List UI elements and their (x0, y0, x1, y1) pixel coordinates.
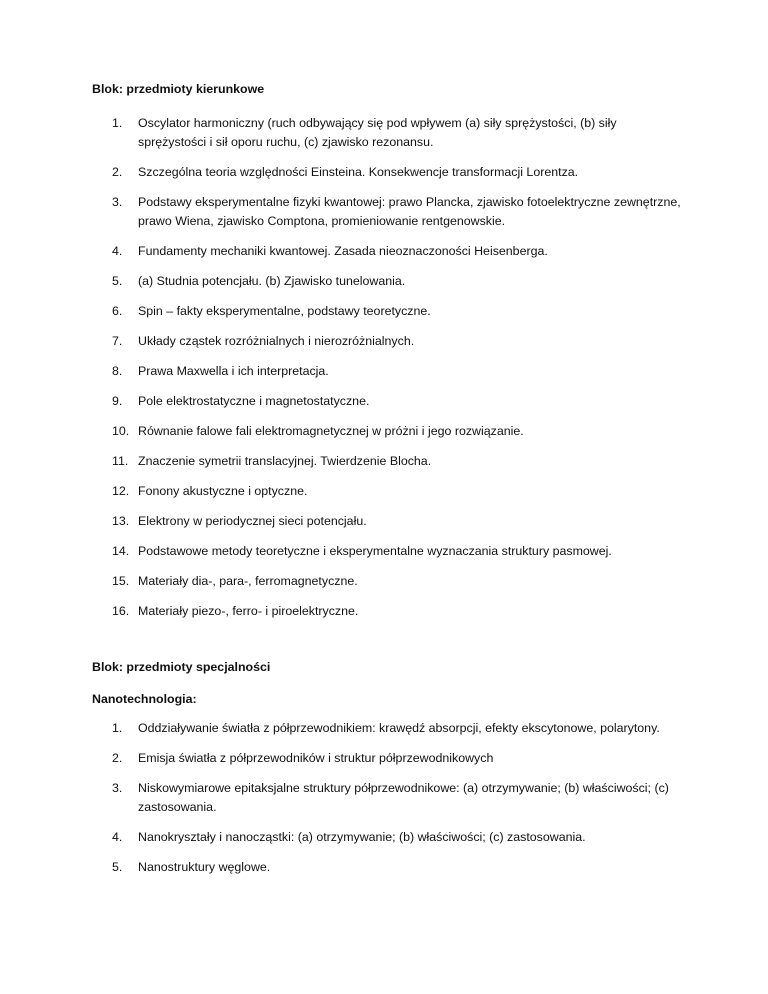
item-text: Pole elektrostatyczne i magnetostatyczne. (138, 394, 370, 408)
item-text: Oscylator harmoniczny (ruch odbywający się pod wpływem (a) siły sprężystości, (b) siły sprężystości i sił oporu ruchu, (c) zjawisko rezonansu. (138, 116, 617, 149)
list-kierunkowe (0, 114, 768, 632)
list-item (0, 302, 768, 321)
item-text: Materiały piezo-, ferro- i piroelektryczne. (138, 604, 359, 618)
list-item (0, 828, 768, 847)
section-heading-kierunkowe: Blok: przedmioty kierunkowe (92, 82, 265, 96)
item-text: Szczególna teoria względności Einsteina. Konsekwencje transformacji Lorentza. (138, 165, 579, 179)
item-text: Nanostruktury węglowe. (138, 860, 271, 874)
list-item (0, 542, 768, 561)
item-number: 15. (112, 574, 130, 588)
item-number: 13. (112, 514, 130, 528)
item-text: Fonony akustyczne i optyczne. (138, 484, 308, 498)
item-text: Znaczenie symetrii translacyjnej. Twierdzenie Blocha. (138, 454, 432, 468)
subheading-nanotechnologia: Nanotechnologia: (92, 692, 197, 706)
item-number: 9. (112, 394, 123, 408)
list-item (0, 242, 768, 261)
item-number: 2. (112, 751, 123, 765)
list-item (0, 272, 768, 291)
item-text: Podstawowe metody teoretyczne i eksperymentalne wyznaczania struktury pasmowej. (138, 544, 612, 558)
item-text: Niskowymiarowe epitaksjalne struktury półprzewodnikowe: (a) otrzymywanie; (b) właściwości; (c) zastosowania. (138, 781, 669, 814)
list-item (0, 572, 768, 591)
item-number: 6. (112, 304, 123, 318)
item-text: Spin – fakty eksperymentalne, podstawy teoretyczne. (138, 304, 431, 318)
list-item (0, 512, 768, 531)
item-number: 7. (112, 334, 123, 348)
list-item (0, 858, 768, 877)
item-text: Prawa Maxwella i ich interpretacja. (138, 364, 329, 378)
item-number: 3. (112, 195, 123, 209)
item-number: 4. (112, 830, 123, 844)
item-number: 16. (112, 604, 130, 618)
list-item (0, 452, 768, 471)
item-text: Materiały dia-, para-, ferromagnetyczne. (138, 574, 358, 588)
list-item (0, 332, 768, 351)
item-text: Podstawy eksperymentalne fizyki kwantowej: prawo Plancka, zjawisko fotoelektryczne zewnętrzne, prawo Wiena, zjawisko Comptona, promieniowanie rentgenowskie. (138, 195, 681, 228)
list-item (0, 602, 768, 621)
section-heading-specjalnosci: Blok: przedmioty specjalności (92, 660, 271, 674)
item-number: 8. (112, 364, 123, 378)
list-item (0, 392, 768, 411)
item-number: 1. (112, 116, 123, 130)
list-item (0, 749, 768, 768)
item-number: 12. (112, 484, 130, 498)
list-item (0, 193, 768, 231)
list-nanotechnologia (0, 719, 768, 888)
list-item (0, 482, 768, 501)
item-text: Równanie falowe fali elektromagnetycznej w próżni i jego rozwiązanie. (138, 424, 524, 438)
list-item (0, 422, 768, 441)
item-number: 14. (112, 544, 130, 558)
item-number: 10. (112, 424, 130, 438)
item-number: 11. (112, 454, 129, 468)
item-text: Oddziaływanie światła z półprzewodnikiem: krawędź absorpcji, efekty ekscytonowe, polarytony. (138, 721, 660, 735)
item-text: Nanokryształy i nanocząstki: (a) otrzymywanie; (b) właściwości; (c) zastosowania. (138, 830, 586, 844)
list-item (0, 114, 768, 152)
item-number: 1. (112, 721, 123, 735)
list-item (0, 779, 768, 817)
item-number: 3. (112, 781, 123, 795)
item-text: (a) Studnia potencjału. (b) Zjawisko tunelowania. (138, 274, 406, 288)
item-text: Emisja światła z półprzewodników i struktur półprzewodnikowych (138, 751, 494, 765)
list-item (0, 163, 768, 182)
item-text: Układy cząstek rozróżnialnych i nierozróżnialnych. (138, 334, 415, 348)
item-number: 2. (112, 165, 123, 179)
item-number: 5. (112, 860, 123, 874)
list-item (0, 719, 768, 738)
item-number: 4. (112, 244, 123, 258)
item-text: Elektrony w periodycznej sieci potencjału. (138, 514, 367, 528)
item-number: 5. (112, 274, 123, 288)
list-item (0, 362, 768, 381)
item-text: Fundamenty mechaniki kwantowej. Zasada nieoznaczoności Heisenberga. (138, 244, 548, 258)
